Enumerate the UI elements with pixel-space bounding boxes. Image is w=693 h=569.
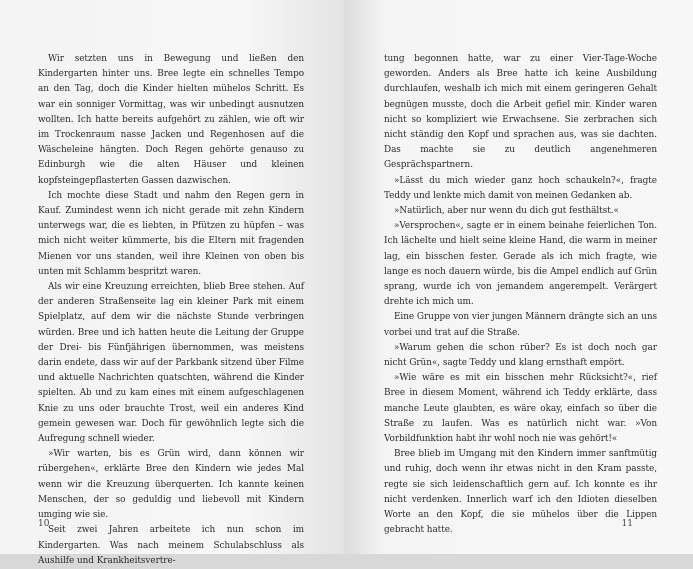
paragraph: Seit zwei Jahren arbeitete ich nun schon im Kindergarten. Was nach meinem Schulabschluss als Aushilfe und Krankheitsvertre- [38, 525, 304, 566]
paragraph: »Wie wäre es mit ein bisschen mehr Rücksicht?«, rief Bree in diesem Moment, während ich Teddy erklärte, dass manche Leute glaubten, es wäre okay, einfach so über die Straße zu laufen. Was es natürlich nicht war. »Von Vorbildfunktion habt ihr wohl noch nie was gehört!« [384, 373, 657, 445]
page-number: 10 [38, 519, 50, 529]
paragraph: »Wir warten, bis es Grün wird, dann können wir rübergehen«, erklärte Bree den Kindern wie jedes Mal wenn wir die Kreuzung überquerten. Ich kannte keinen Menschen, der so geduldig und liebevoll mit Kindern umging wie sie. [38, 449, 304, 521]
paragraph: »Versprochen«, sagte er in einem beinahe feierlichen Ton. Ich lächelte und hielt seine kleine Hand, die warm in meiner lag, ein bisschen fester. Gerade als ich mich fragte, wie lange es noch dauern würde, bis die Ampel endlich auf Grün sprang, wurde ich von jemandem angerempelt. Verärgert drehte ich mich um. [384, 221, 657, 308]
paragraph: Eine Gruppe von vier jungen Männern drängte sich an uns vorbei und trat auf die Straße. [384, 312, 657, 338]
left-page [0, 0, 344, 566]
paragraph: »Natürlich, aber nur wenn du dich gut festhältst.« [394, 206, 619, 217]
paragraph: »Lässt du mich wieder ganz hoch schaukeln?«, fragte Teddy und lenkte mich damit von meinen Gedanken ab. [384, 175, 657, 201]
right-page-text [384, 52, 657, 539]
right-page [344, 0, 693, 554]
paragraph: Ich mochte diese Stadt und nahm den Regen gern in Kauf. Zumindest wenn ich nicht gerade mit zehn Kindern unterwegs war, die es liebten, in Pfützen zu hüpfen – was mich nicht weiter kümmerte, bis die Eltern mit fragenden Mienen vor uns standen, weil ihre Kleinen von oben bis unten mit Schlamm bespritzt waren. [38, 190, 304, 277]
paragraph: Wir setzten uns in Bewegung und ließen den Kindergarten hinter uns. Bree legte ein schnelles Tempo an den Tag, doch die Kinder hielten mühelos Schritt. Es war ein sonniger Vormittag, was wir unbedingt ausnutzen wollten. Ich hatte bereits aufgehört zu zählen, wie oft wir im Trockenraum nasse Jacken und Regenhosen auf die Wäscheleine hängten. Doch Regen gehörte genauso zu Edinburgh wie die alten Häuser und kleinen kopfsteingepflasterten Gassen dazwischen. [38, 54, 304, 186]
left-page-text [38, 52, 304, 569]
page-number: 11 [621, 519, 633, 529]
paragraph: Bree blieb im Umgang mit den Kindern immer sanftmütig und ruhig, doch wenn ihr etwas nicht in den Kram passte, regte sie sich leidenschaftlich gern auf. Ich konnte es ihr nicht verdenken. Innerlich warf ich den Idioten dieselben Worte an den Kopf, die sie mühelos über die Lippen gebracht hatte. [384, 449, 657, 536]
paragraph: Als wir eine Kreuzung erreichten, blieb Bree stehen. Auf der anderen Straßenseite lag ein kleiner Park mit einem Spielplatz, auf dem wir die nächste Stunde verbringen würden. Bree und ich hatten heute die Leitung der Gruppe der Drei- bis Fünfjährigen übernommen, was meistens darin endete, dass wir auf der Parkbank sitzend über Filme und aktuelle Nachrichten quatschten, während die Kinder spielten. Ab und zu kam eines mit einem aufgeschlagenen Knie zu uns oder brauchte Trost, weil ein anderes Kind gemein gewesen war. Doch für gewöhnlich legte sich die Aufregung schnell wieder. [38, 282, 304, 445]
paragraph: tung begonnen hatte, war zu einer Vier-Tage-Woche geworden. Anders als Bree hatte ich keine Ausbildung durchlaufen, weshalb ich mich mit einem geringeren Gehalt begnügen musste, doch die Arbeit gefiel mir. Kinder waren nicht so kompliziert wie Erwachsene. Sie zerbrachen sich nicht ständig den Kopf und sprachen aus, was sie dachten. Das machte sie zu deutlich angenehmeren Gesprächspartnern. [384, 54, 657, 171]
paragraph: »Warum gehen die schon rüber? Es ist doch noch gar nicht Grün«, sagte Teddy und klang ernsthaft empört. [384, 342, 657, 369]
